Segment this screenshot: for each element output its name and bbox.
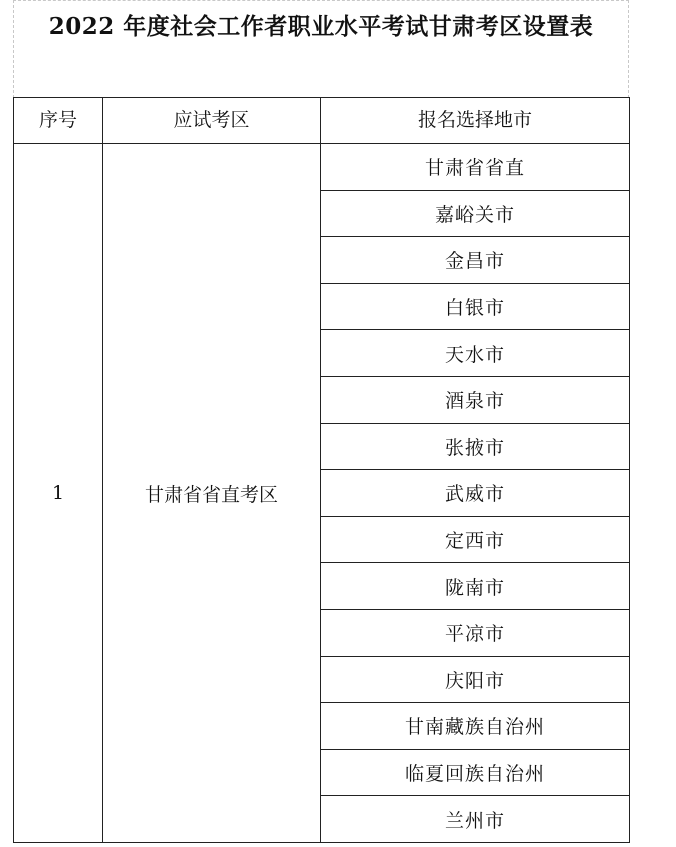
city-cell: 天水市 bbox=[321, 330, 629, 377]
header-exam-area: 应试考区 bbox=[173, 109, 250, 131]
city-cell: 甘肃省省直 bbox=[321, 144, 629, 191]
cell-exam-area: 甘肃省省直考区 bbox=[144, 483, 278, 506]
page-title: 2022 年度社会工作者职业水平考试甘肃考区设置表 bbox=[48, 13, 594, 40]
city-cell: 庆阳市 bbox=[321, 657, 629, 704]
city-cell: 酒泉市 bbox=[321, 377, 629, 424]
city-cell: 金昌市 bbox=[321, 237, 629, 284]
exam-area-table bbox=[13, 97, 630, 843]
city-cell: 陇南市 bbox=[321, 563, 629, 610]
city-cell: 白银市 bbox=[321, 284, 629, 331]
city-cell: 临夏回族自治州 bbox=[321, 750, 629, 797]
city-cell: 甘南藏族自治州 bbox=[321, 703, 629, 750]
city-cell: 武威市 bbox=[321, 470, 629, 517]
city-cell: 平凉市 bbox=[321, 610, 629, 657]
city-cell: 嘉峪关市 bbox=[321, 191, 629, 238]
header-seq: 序号 bbox=[38, 109, 77, 131]
city-list bbox=[321, 144, 629, 842]
city-cell: 定西市 bbox=[321, 517, 629, 564]
city-cell: 张掖市 bbox=[321, 424, 629, 471]
cell-seq: 1 bbox=[51, 482, 65, 504]
city-cell: 兰州市 bbox=[444, 810, 505, 833]
header-cities: 报名选择地市 bbox=[417, 109, 532, 131]
